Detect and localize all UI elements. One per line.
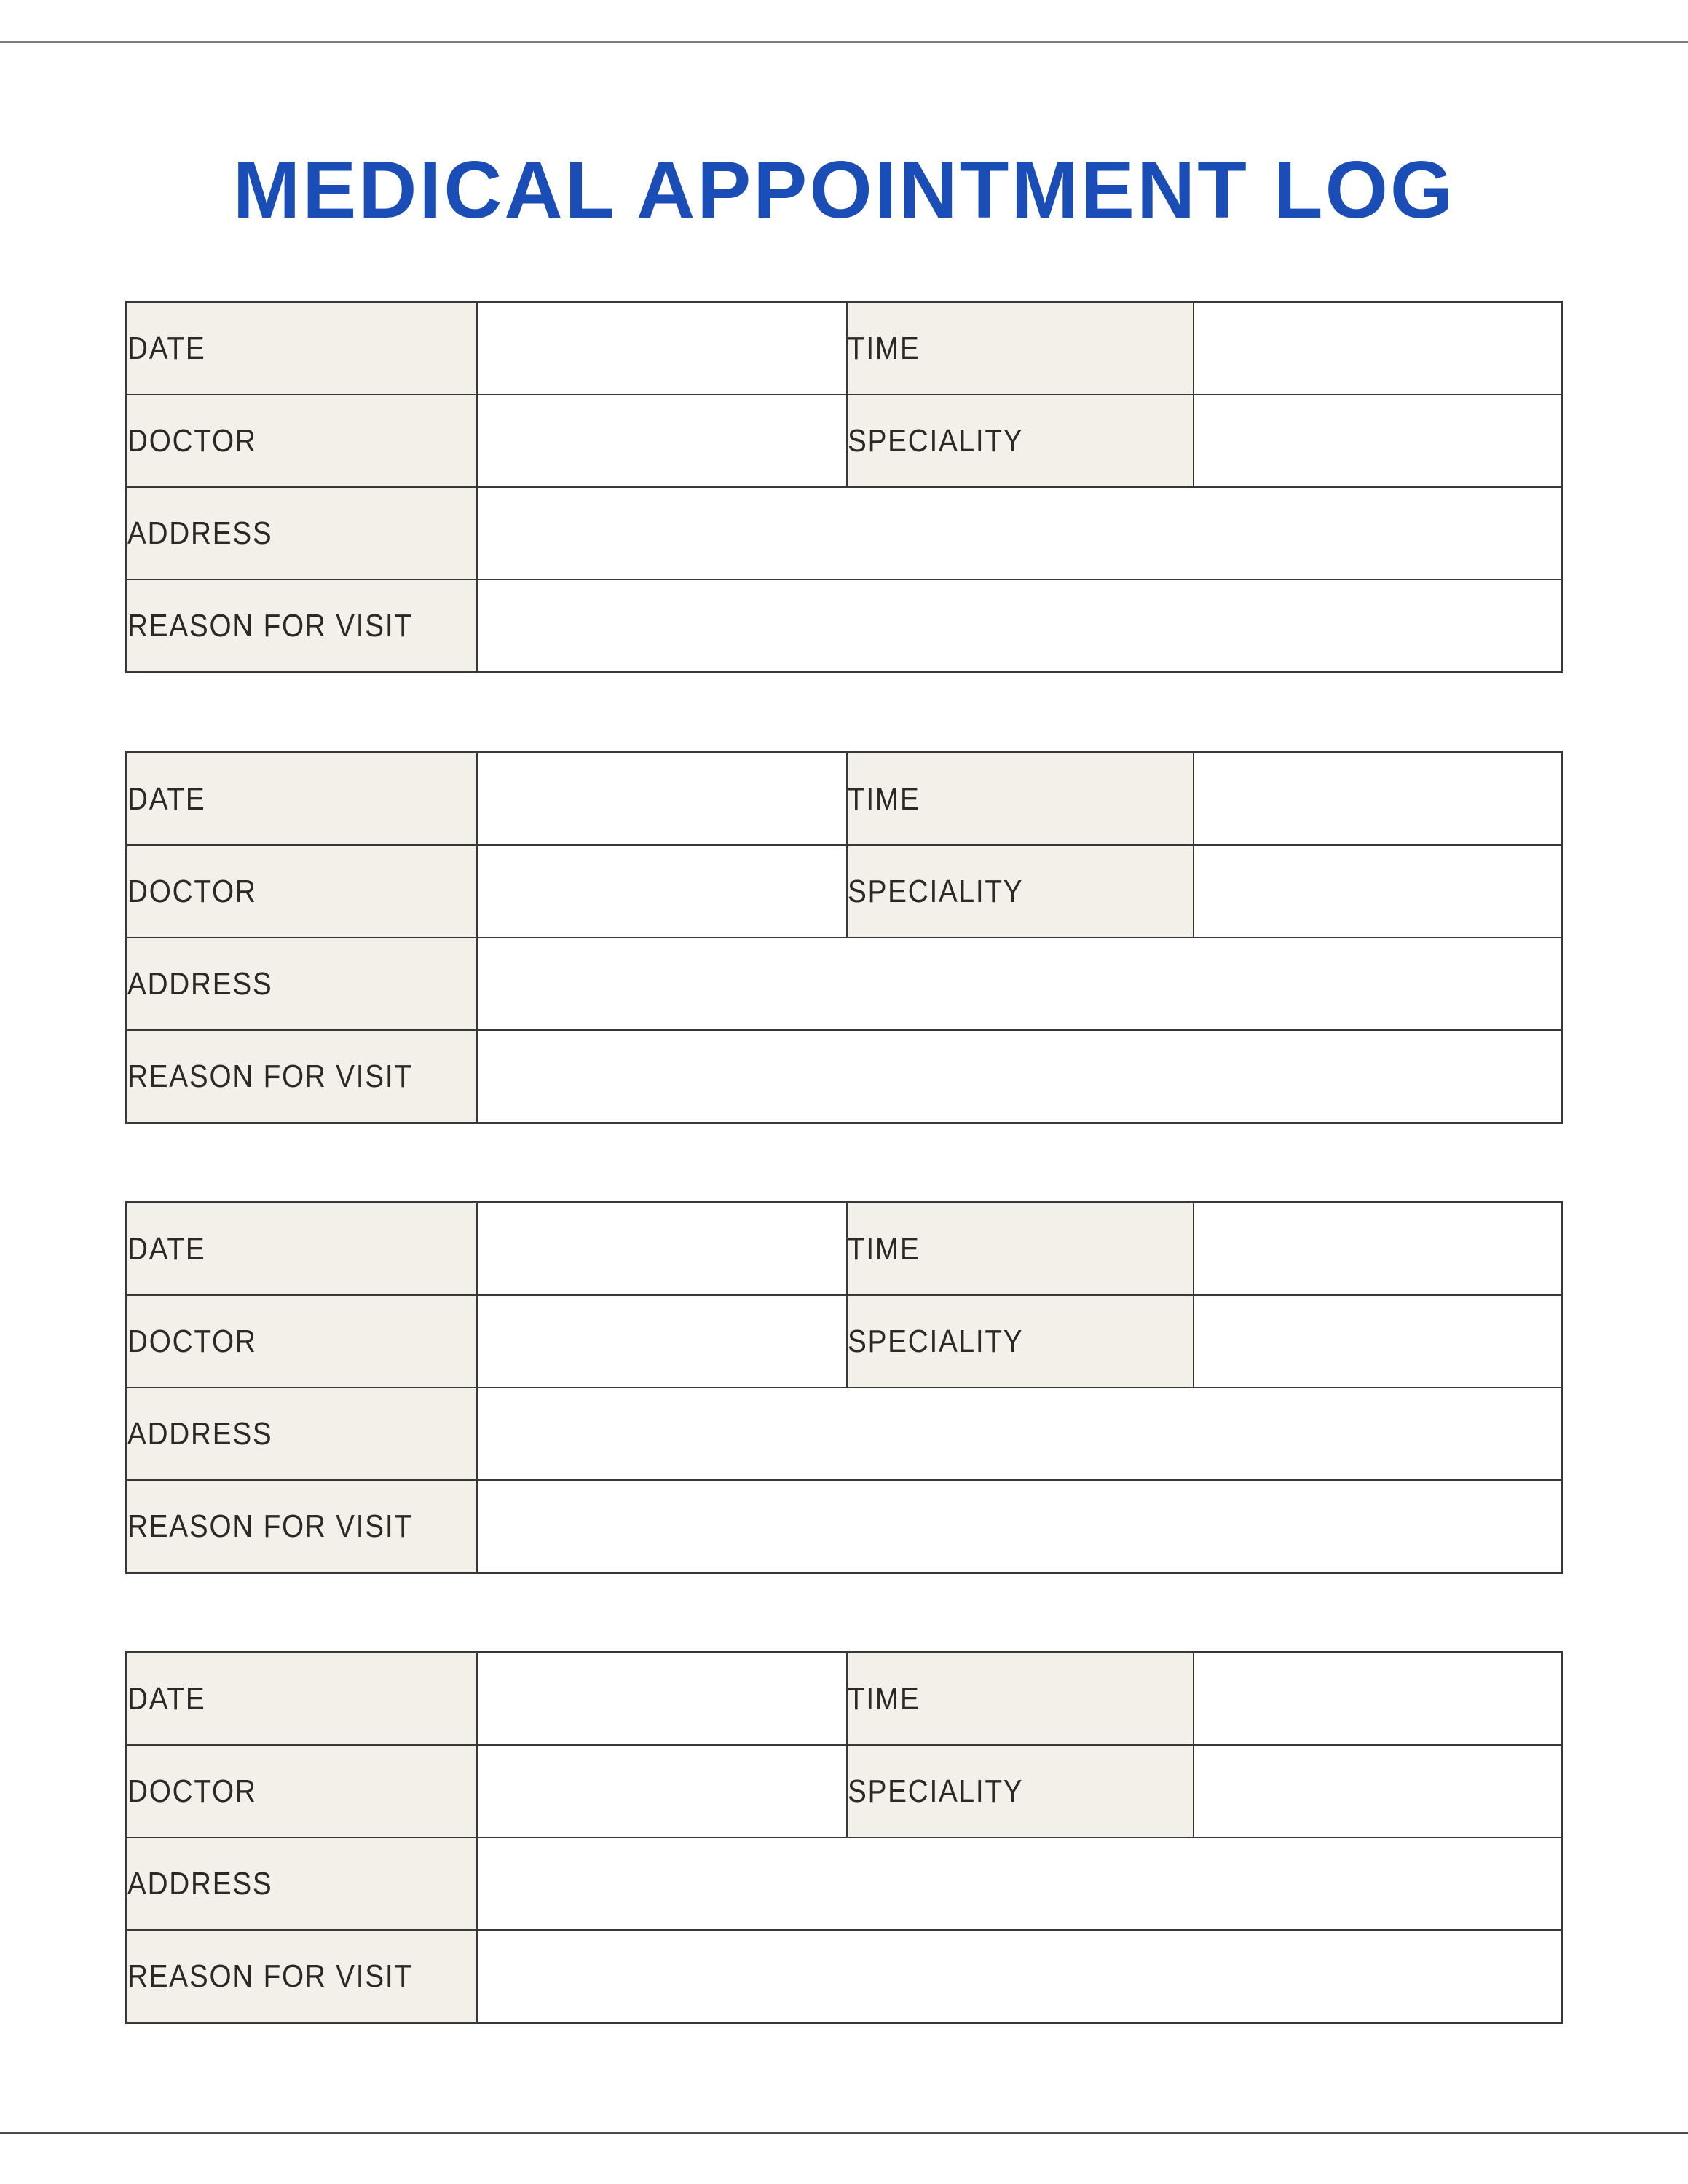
time-label: TIME — [847, 1230, 920, 1267]
table-row — [127, 1745, 1563, 1837]
time-label: TIME — [847, 330, 920, 366]
address-label-cell — [127, 1388, 477, 1480]
time-label-cell — [847, 1653, 1194, 1746]
appointment-table-4 — [125, 1651, 1563, 2024]
appointment-table-1 — [125, 301, 1563, 673]
doctor-label-cell — [127, 1295, 477, 1388]
reason-label-cell — [127, 1030, 477, 1123]
top-divider-rule — [0, 41, 1688, 43]
date-label-cell — [127, 753, 477, 846]
speciality-label: SPECIALITY — [847, 422, 1023, 459]
table-row — [127, 1653, 1563, 1746]
reason-label-cell — [127, 1930, 477, 2023]
speciality-value-cell[interactable] — [1194, 845, 1563, 938]
speciality-label-cell — [847, 1295, 1194, 1388]
date-label-cell — [127, 302, 477, 395]
speciality-label-cell — [847, 1745, 1194, 1837]
date-label: DATE — [127, 1680, 206, 1717]
table-row — [127, 1295, 1563, 1388]
address-label-cell — [127, 938, 477, 1030]
table-row — [127, 938, 1563, 1030]
speciality-label-cell — [847, 395, 1194, 487]
table-row — [127, 1480, 1563, 1573]
speciality-label-cell — [847, 845, 1194, 938]
date-label-cell — [127, 1203, 477, 1296]
date-label: DATE — [127, 780, 206, 817]
reason-label: REASON FOR VISIT — [127, 1958, 413, 1994]
doctor-value-cell[interactable] — [477, 1295, 847, 1388]
time-value-cell[interactable] — [1194, 1653, 1563, 1746]
doctor-value-cell[interactable] — [477, 845, 847, 938]
time-value-cell[interactable] — [1194, 302, 1563, 395]
time-label-cell — [847, 302, 1194, 395]
time-label: TIME — [847, 1680, 920, 1717]
time-label-cell — [847, 753, 1194, 846]
speciality-label: SPECIALITY — [847, 873, 1023, 909]
date-label-cell — [127, 1653, 477, 1746]
table-row — [127, 1388, 1563, 1480]
address-label: ADDRESS — [127, 1865, 273, 1902]
table-row — [127, 487, 1563, 579]
reason-value-cell[interactable] — [477, 1030, 1563, 1123]
address-label-cell — [127, 487, 477, 579]
date-value-cell[interactable] — [477, 1653, 847, 1746]
time-value-cell[interactable] — [1194, 1203, 1563, 1296]
speciality-value-cell[interactable] — [1194, 395, 1563, 487]
time-value-cell[interactable] — [1194, 753, 1563, 846]
doctor-label: DOCTOR — [127, 422, 257, 459]
doctor-label-cell — [127, 395, 477, 487]
time-label-cell — [847, 1203, 1194, 1296]
reason-label-cell — [127, 1480, 477, 1573]
speciality-label: SPECIALITY — [847, 1773, 1023, 1809]
time-label: TIME — [847, 780, 920, 817]
table-row — [127, 845, 1563, 938]
reason-value-cell[interactable] — [477, 1480, 1563, 1573]
address-label: ADDRESS — [127, 1415, 273, 1452]
address-value-cell[interactable] — [477, 1388, 1563, 1480]
reason-label: REASON FOR VISIT — [127, 1058, 413, 1094]
doctor-label: DOCTOR — [127, 1773, 257, 1809]
speciality-label: SPECIALITY — [847, 1323, 1023, 1359]
date-value-cell[interactable] — [477, 302, 847, 395]
appointment-table-3 — [125, 1201, 1563, 1574]
table-row — [127, 395, 1563, 487]
table-row — [127, 1930, 1563, 2023]
appointment-table-2 — [125, 751, 1563, 1124]
table-row — [127, 579, 1563, 673]
table-row — [127, 1203, 1563, 1296]
table-row — [127, 1837, 1563, 1930]
address-value-cell[interactable] — [477, 487, 1563, 579]
address-value-cell[interactable] — [477, 1837, 1563, 1930]
table-row — [127, 753, 1563, 846]
doctor-label-cell — [127, 1745, 477, 1837]
address-value-cell[interactable] — [477, 938, 1563, 1030]
doctor-value-cell[interactable] — [477, 1745, 847, 1837]
bottom-divider-rule — [0, 2132, 1688, 2134]
doctor-label-cell — [127, 845, 477, 938]
speciality-value-cell[interactable] — [1194, 1745, 1563, 1837]
doctor-label: DOCTOR — [127, 1323, 257, 1359]
table-row — [127, 302, 1563, 395]
reason-label-cell — [127, 579, 477, 673]
reason-value-cell[interactable] — [477, 1930, 1563, 2023]
speciality-value-cell[interactable] — [1194, 1295, 1563, 1388]
date-label: DATE — [127, 330, 206, 366]
address-label: ADDRESS — [127, 515, 273, 551]
doctor-label: DOCTOR — [127, 873, 257, 909]
reason-label: REASON FOR VISIT — [127, 607, 413, 644]
reason-value-cell[interactable] — [477, 579, 1563, 673]
date-label: DATE — [127, 1230, 206, 1267]
address-label-cell — [127, 1837, 477, 1930]
reason-label: REASON FOR VISIT — [127, 1508, 413, 1544]
address-label: ADDRESS — [127, 965, 273, 1002]
date-value-cell[interactable] — [477, 753, 847, 846]
doctor-value-cell[interactable] — [477, 395, 847, 487]
date-value-cell[interactable] — [477, 1203, 847, 1296]
table-row — [127, 1030, 1563, 1123]
page-title: MEDICAL APPOINTMENT LOG — [232, 145, 1456, 235]
